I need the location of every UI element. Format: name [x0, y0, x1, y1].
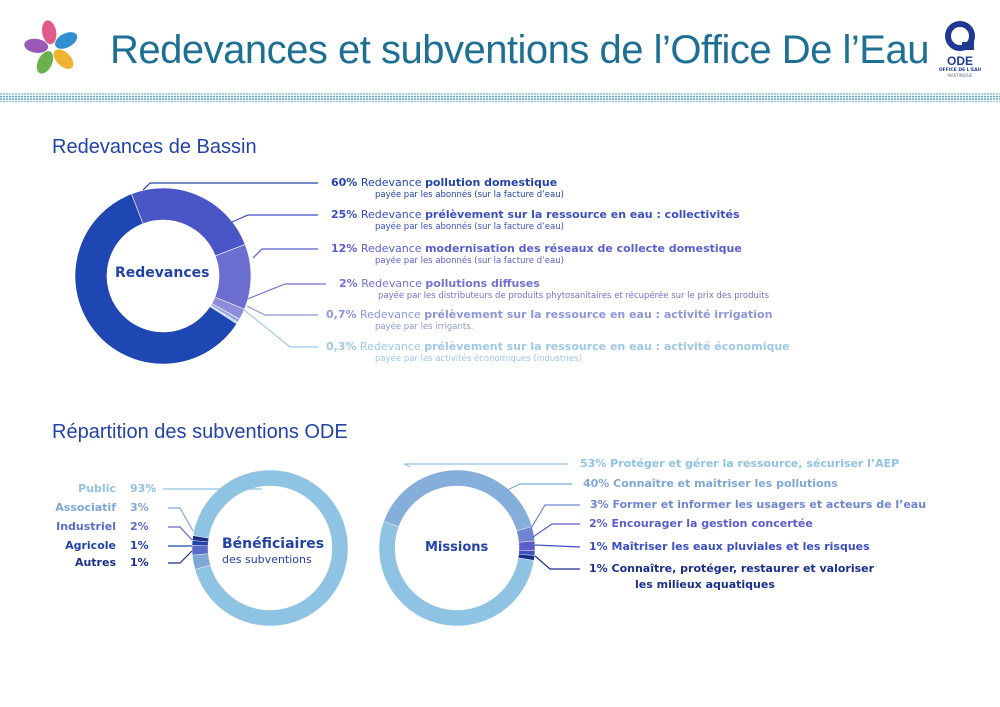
- beneficiaire-name: Industriel: [56, 520, 116, 533]
- redevance-pct: 25%: [331, 208, 358, 221]
- redevance-pct: 60%: [331, 176, 358, 189]
- beneficiaires-center-line1: Bénéficiaires: [222, 536, 325, 552]
- redevance-sub: payée par les abonnés (sur la facture d’eau): [375, 222, 564, 232]
- mission-leader: [503, 484, 572, 492]
- redevance-leader: [245, 284, 326, 300]
- redevance-sub: payée par les abonnés (sur la facture d’eau): [375, 190, 564, 200]
- mission-leader: [535, 556, 580, 569]
- redevance-label: [331, 208, 740, 221]
- redevance-name: prélèvement sur la ressource en eau : collectivités: [425, 208, 740, 221]
- redevance-sub: payée par les abonnés (sur la facture d’eau): [375, 256, 564, 266]
- redevance-leader: [247, 306, 318, 315]
- mission-label: 3% Former et informer les usagers et acteurs de l’eau: [590, 498, 927, 511]
- mission-label: 40% Connaître et maîtriser les pollutions: [583, 477, 838, 490]
- mission-label: 1% Connaître, protéger, restaurer et valoriser: [589, 562, 875, 575]
- redevance-prefix: Redevance: [360, 340, 421, 353]
- redevance-name: pollutions diffuses: [425, 277, 540, 290]
- page-title: Redevances et subventions de l’Office De l’Eau: [110, 28, 929, 72]
- mission-leader: [533, 524, 580, 537]
- ode-logo-word: ODE: [946, 54, 973, 68]
- redevance-sub: payée par les activités économiques (industries): [375, 354, 582, 364]
- mission-label: 1% Maîtriser les eaux pluviales et les risques: [589, 540, 870, 553]
- redevance-name: prélèvement sur la ressource en eau : activité irrigation: [424, 308, 773, 321]
- redevance-prefix: Redevance: [360, 242, 422, 255]
- redevance-label: [326, 308, 772, 321]
- section-title-redevances: Redevances de Bassin: [52, 136, 257, 158]
- beneficiaire-name: Associatif: [55, 501, 116, 514]
- redevance-sub: payée par les distributeurs de produits phytosanitaires et récupérée sur le prix des produits: [378, 291, 769, 301]
- redevance-label: [326, 340, 790, 353]
- beneficiaire-pct: 93%: [130, 482, 157, 495]
- beneficiaire-leader: [168, 527, 192, 540]
- missions-center-label: Missions: [425, 540, 489, 555]
- beneficiaires-donut-slice: [192, 545, 208, 555]
- missions-donut-slice: [384, 470, 532, 531]
- ode-logo-line1: OFFICE DE L'EAU: [938, 68, 982, 73]
- redevance-prefix: Redevance: [360, 208, 422, 221]
- beneficiaires-center-line2: des subventions: [222, 553, 312, 566]
- redevance-sub: payée par les irrigants.: [375, 322, 474, 332]
- redevance-leader: [253, 249, 318, 258]
- beneficiaire-pct: 3%: [130, 501, 149, 514]
- beneficiaire-pct: 1%: [130, 556, 149, 569]
- mission-leader: [530, 505, 580, 530]
- beneficiaire-name: Public: [78, 482, 116, 495]
- redevance-label: [331, 242, 742, 255]
- redevance-pct: 12%: [331, 242, 358, 255]
- redevance-name: pollution domestique: [425, 176, 558, 189]
- mission-leader: [404, 464, 568, 467]
- section-title-subventions: Répartition des subventions ODE: [52, 421, 348, 443]
- beneficiaire-pct: 2%: [130, 520, 149, 533]
- ode-logo-line2: MARTINIQUE: [947, 73, 973, 78]
- redevance-leader: [232, 215, 318, 222]
- mission-label: 53% Protéger et gérer la ressource, sécuriser l’AEP: [580, 457, 900, 470]
- missions-donut-slice: [519, 541, 535, 551]
- redevance-prefix: Redevance: [360, 176, 422, 189]
- redevances-center-label: Redevances: [115, 265, 210, 281]
- redevance-pct: 0,7%: [326, 308, 357, 321]
- redevance-pct: 2%: [339, 277, 358, 290]
- beneficiaire-leader: [168, 551, 192, 563]
- redevances-donut-slice: [131, 188, 245, 256]
- beneficiaire-name: Autres: [74, 556, 116, 569]
- redevance-pct: 0,3%: [326, 340, 357, 353]
- mission-label: 2% Encourager la gestion concertée: [589, 517, 813, 530]
- redevance-name: prélèvement sur la ressource en eau : activité économique: [424, 340, 790, 353]
- redevance-name: modernisation des réseaux de collecte domestique: [425, 242, 742, 255]
- redevance-label: [339, 277, 540, 290]
- mission-leader: [535, 545, 580, 547]
- redevance-prefix: Redevance: [360, 308, 421, 321]
- missions-donut-slice: [379, 521, 534, 626]
- redevance-label: [331, 176, 557, 189]
- redevance-prefix: Redevance: [361, 277, 422, 290]
- mission-label-line2: les milieux aquatiques: [635, 578, 775, 591]
- beneficiaire-pct: 1%: [130, 539, 149, 552]
- beneficiaire-name: Agricole: [65, 539, 116, 552]
